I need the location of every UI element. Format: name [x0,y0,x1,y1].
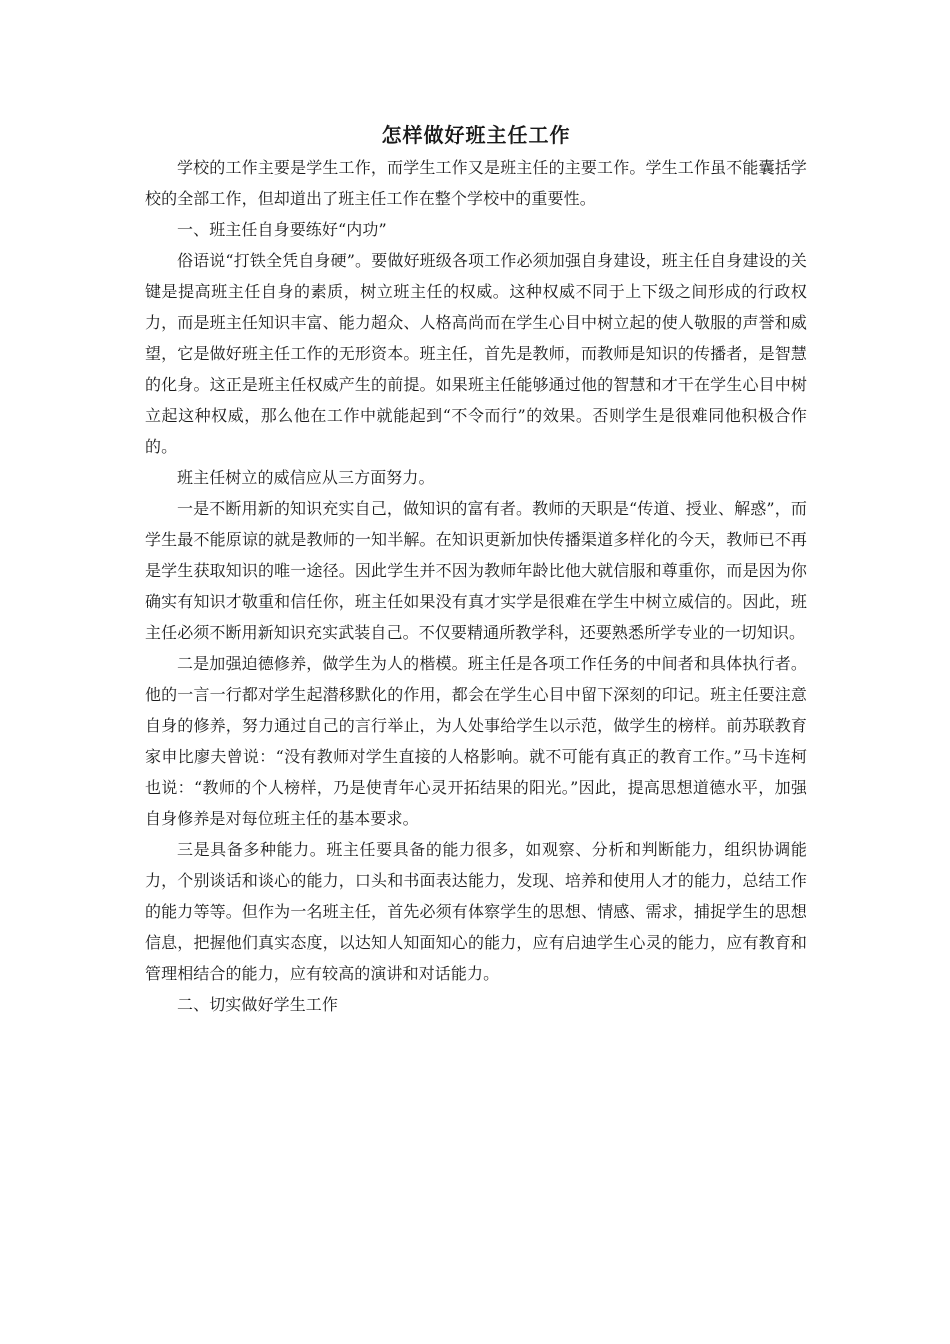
section-heading-1: 一、班主任自身要练好“内功” [177,220,387,239]
paragraph-morality: 二是加强迫德修养，做学生为人的楷模。班主任是各项工作任务的中间者和具体执行者。他的一言一行都对学生起潜移默化的作用，都会在学生心目中留下深刻的印记。班主任要注意自身的修养，努力通过自己的言行举止，为人处事给学生以示范，做学生的榜样。前苏联教育家申比廖夫曾说：“没有教师对学生直接的人格影响。就不可能有真正的教育工作。”马卡连柯也说：“教师的个人榜样，乃是使青年心灵开拓结果的阳光。”因此，提高思想道德水平，加强自身修养是对每位班主任的基本要求。 [145,654,807,828]
paragraph-intro: 学校的工作主要是学生工作，而学生工作又是班主任的主要工作。学生工作虽不能囊括学校的全部工作，但却道出了班主任工作在整个学校中的重要性。 [145,158,807,208]
paragraph-three-aspects: 班主任树立的威信应从三方面努力。 [177,468,435,487]
document-title: 怎样做好班主任工作 [381,123,571,147]
section-heading-2: 二、切实做好学生工作 [177,995,339,1014]
document-page [145,118,807,1020]
paragraph-knowledge: 一是不断用新的知识充实自己，做知识的富有者。教师的天职是“传道、授业、解惑”，而学生最不能原谅的就是教师的一知半解。在知识更新加快传播渠道多样化的今天，教师已不再是学生获取知识的唯一途径。因此学生并不因为教师年龄比他大就信服和尊重你，而是因为你确实有知识才敬重和信任你，班主任如果没有真才实学是很难在学生中树立威信的。因此，班主任必须不断用新知识充实武装自己。不仅要精通所教学科，还要熟悉所学专业的一切知识。 [145,499,807,642]
paragraph-authority: 俗语说“打铁全凭自身硬”。要做好班级各项工作必须加强自身建设，班主任自身建设的关键是提高班主任自身的素质，树立班主任的权威。这种权威不同于上下级之间形成的行政权力，而是班主任知识丰富、能力超众、人格高尚而在学生心目中树立起的使人敬服的声誉和威望，它是做好班主任工作的无形资本。班主任，首先是教师，而教师是知识的传播者，是智慧的化身。这正是班主任权威产生的前提。如果班主任能够通过他的智慧和才干在学生心目中树立起这种权威，那么他在工作中就能起到“不令而行”的效果。否则学生是很难同他积极合作的。 [145,251,807,456]
paragraph-abilities: 三是具备多种能力。班主任要具备的能力很多，如观察、分析和判断能力，组织协调能力，个别谈话和谈心的能力，口头和书面表达能力，发现、培养和使用人才的能力，总结工作的能力等等。但作为一名班主任，首先必须有体察学生的思想、情感、需求，捕捉学生的思想信息，把握他们真实态度，以达知人知面知心的能力，应有启迪学生心灵的能力，应有教育和管理相结合的能力，应有较高的演讲和对话能力。 [145,840,807,983]
